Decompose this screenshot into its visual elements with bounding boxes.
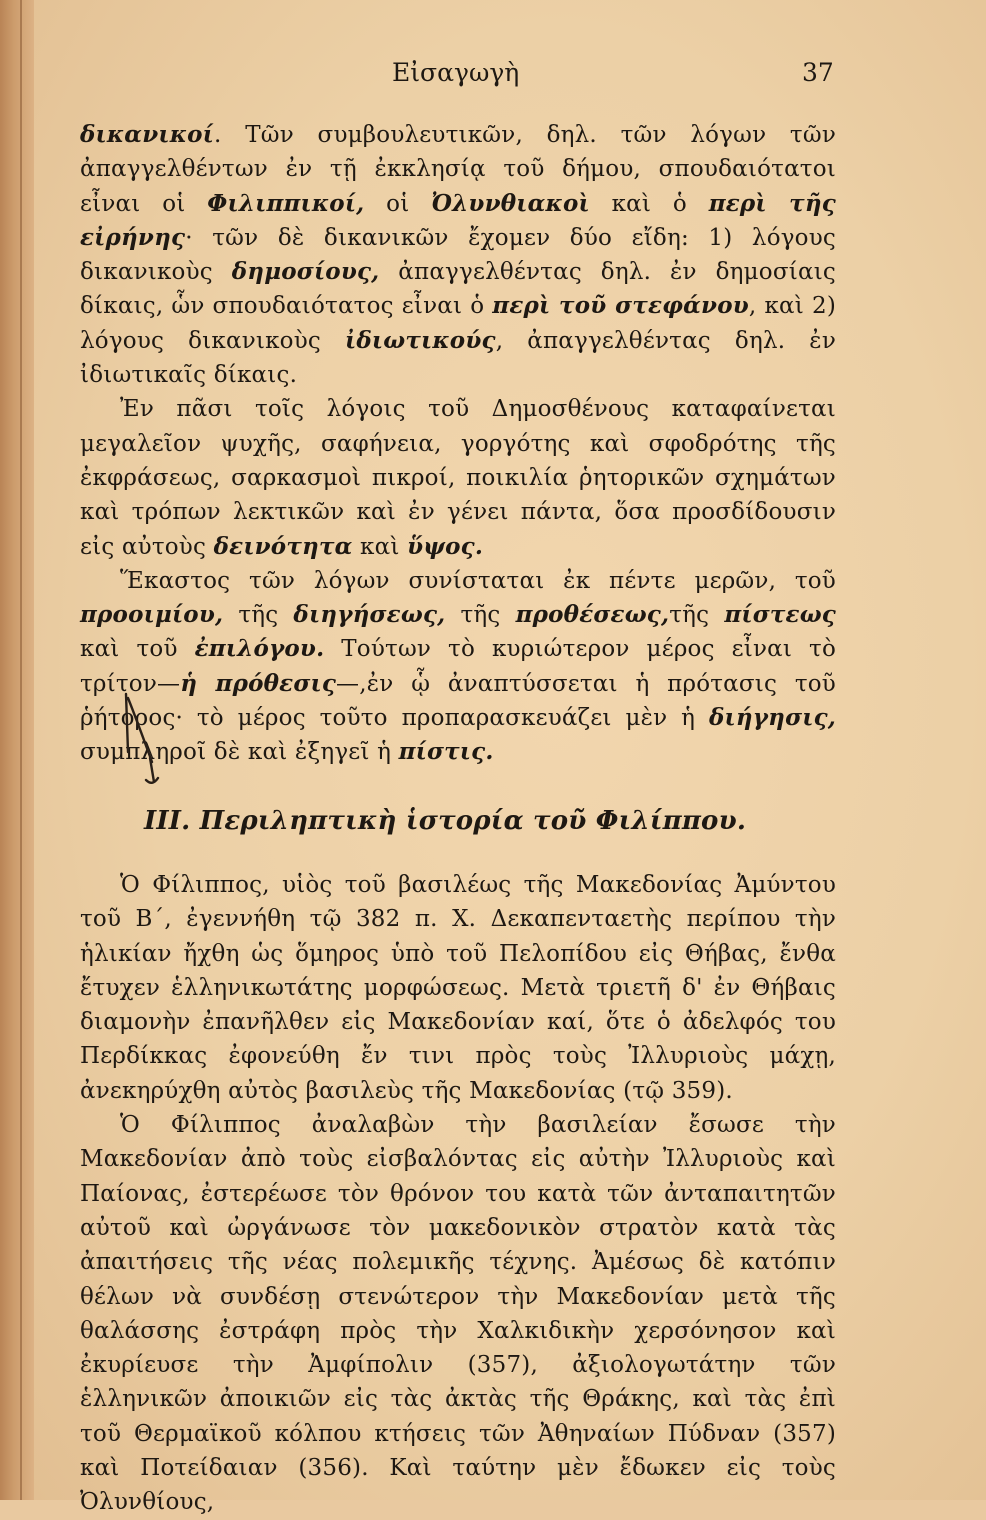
emph-olynthiakoi: Ὀλυνθιακοὶ [431, 189, 590, 217]
text-run: , καὶ 2) λόγους δικανικοὺς [80, 293, 836, 354]
paragraph-philip-reign: Ὁ Φίλιππος ἀναλαβὼν τὴν βασιλείαν ἔσωσε τὴν Μακεδονίαν ἀπὸ τοὺς εἰσβαλόντας εἰς αὐτὴν Ἰλλυριοὺς καὶ Παίονας, ἐστερέωσε τὸν θρόνον του κατὰ τῶν ἀνταπαιτητῶν αὐτοῦ καὶ ὠργάνωσε τὸν μακεδονικὸν στρατὸν κατὰ τὰς ἀπαιτήσεις τῆς νέας πολεμικῆς τέχνης. Ἀμέσως δὲ κατόπιν θέλων νὰ συνδέσῃ στενώτερον τὴν Μακεδονίαν μετὰ τῆς θαλάσσης ἐστράφη πρὸς τὴν Χαλκιδικὴν χερσόνησον καὶ ἐκυρίευσε τὴν Ἀμφίπολιν (357), ἀξιολογωτάτην τῶν ἑλληνικῶν ἀποικιῶν εἰς τὰς ἀκτὰς τῆς Θράκης, καὶ τὰς ἐπὶ τοῦ Θερμαϊκοῦ κόλπου κτήσεις τῶν Ἀθηναίων Πύδναν (357) καὶ Ποτείδαιαν (356). Καὶ ταύτην μὲν ἔδωκεν εἰς τοὺς Ὀλυνθίους, [80, 1112, 836, 1516]
text-run: καὶ ὁ [589, 190, 709, 217]
paragraph-speech-parts [80, 564, 836, 770]
text-run: · τῶν δὲ δικανικῶν ἔχομεν δύο εἴδη: 1) λόγους δικανικοὺς [80, 224, 836, 286]
handwritten-margin-mark [120, 688, 160, 788]
emph-diigisis: διήγησις, [709, 704, 836, 732]
book-page [34, 0, 986, 1516]
text-run: Ἕκαστος τῶν λόγων συνίσταται ἐκ πέντε μερῶν, τοῦ [120, 567, 836, 594]
emph-diigiseos: διηγήσεως, [293, 601, 446, 629]
text-run: τῆς [445, 602, 516, 629]
emph-philippikoi: Φιλιππικοί, [207, 189, 365, 217]
emph-pistis: πίστις. [398, 738, 494, 766]
book-binding-edge [0, 0, 34, 1500]
page-header [34, 58, 986, 94]
section-heading: III. Περιληπτικὴ ἱστορία τοῦ Φιλίππου. [144, 805, 747, 836]
text-run: Τούτων τὸ κυριώτερον μέρος εἶναι τὸ τρίτον— [80, 636, 837, 697]
paragraph-style-qualities [80, 392, 836, 563]
emph-pisteos: πίστεως [724, 601, 837, 629]
emph-prothesis: ἡ πρόθεσις [180, 669, 337, 697]
paragraph-speech-types [80, 118, 836, 392]
emph-idiotikous: ἰδιωτικούς [345, 326, 496, 354]
text-run: καὶ τοῦ [80, 636, 195, 663]
text-run: Ἐν πᾶσι τοῖς λόγοις τοῦ Δημοσθένους καταφαίνεται μεγαλεῖον ψυχῆς, σαφήνεια, γοργότης καὶ σφοδρότης τῆς ἐκφράσεως, σαρκασμοὶ πικροί, ποικιλία ῥητορικῶν σχημάτων καὶ τρόπων λεκτικῶν καὶ ἐν γένει πάντα, ὅσα προσδίδουσιν εἰς αὐτοὺς [80, 396, 836, 560]
text-run: —,ἐν ᾧ ἀναπτύσσεται ἡ πρότασις τοῦ ῥήτορος· τὸ μέρος τοῦτο προπαρασκευάζει μὲν ἡ [80, 670, 836, 732]
binding-fold-line [20, 0, 22, 1500]
text-run: οἱ [364, 190, 432, 217]
emph-dimosious: δημοσίους, [231, 258, 380, 286]
page-number: 37 [802, 58, 834, 87]
paragraph-philip-early-life: Ὁ Φίλιππος, υἱὸς τοῦ βασιλέως τῆς Μακεδονίας Ἀμύντου τοῦ Β΄, ἐγεννήθη τῷ 382 π. Χ. Δεκαπενταετὴς περίπου τὴν ἡλικίαν ἤχθη ὡς ὅμηρος ὑπὸ τοῦ Πελοπίδου εἰς Θήβας, ἔνθα ἔτυχεν ἑλληνικωτάτης μορφώσεως. Μετὰ τριετῆ δ' ἐν Θήβαις διαμονὴν ἐπανῆλθεν εἰς Μακεδονίαν καί, ὅτε ὁ ἀδελφός του Περδίκκας ἐφονεύθη ἔν τινι πρὸς τοὺς Ἰλλυριοὺς μάχῃ, ἀνεκηρύχθη αὐτὸς βασιλεὺς τῆς Μακεδονίας (τῷ 359). [80, 871, 836, 1104]
emph-peri-eirinis: περὶ τῆς εἰρήνης [80, 189, 836, 251]
emph-peri-stefanou: περὶ τοῦ στεφάνου [492, 292, 749, 320]
text-run: τῆς [223, 602, 294, 629]
text-run: , ἀπαγγελθέντας δηλ. ἐν ἰδιωτικαῖς δίκαις. [80, 327, 837, 389]
text-run: τῆς [669, 602, 725, 629]
text-run: καὶ [352, 533, 408, 560]
body-text [80, 118, 836, 1520]
running-title: Εἰσαγωγὴ [392, 58, 520, 87]
emph-protheseos: προθέσεως, [515, 601, 670, 629]
text-run: . Τῶν συμβουλευτικῶν, δηλ. τῶν λόγων τῶν ἀπαγγελθέντων ἐν τῇ ἐκκλησίᾳ τοῦ δήμου, σπουδαιότατοι εἶναι οἱ [80, 122, 836, 217]
emph-epilogou: ἐπιλόγου. [194, 635, 325, 663]
text-run: ἀπαγγελθέντας δηλ. ἐν δημοσίαις δίκαις, ὧν σπουδαιότατος εἶναι ὁ [80, 259, 836, 320]
emph-ypsos: ὕψος. [407, 532, 484, 560]
emph-deinotita: δεινότητα [213, 532, 353, 560]
emph-prooimiou: προοιμίου, [80, 601, 224, 629]
text-run: συμπληροῖ δὲ καὶ ἐξηγεῖ ἡ [80, 739, 399, 766]
emph-dikanikoi: δικανικοί [80, 121, 215, 148]
